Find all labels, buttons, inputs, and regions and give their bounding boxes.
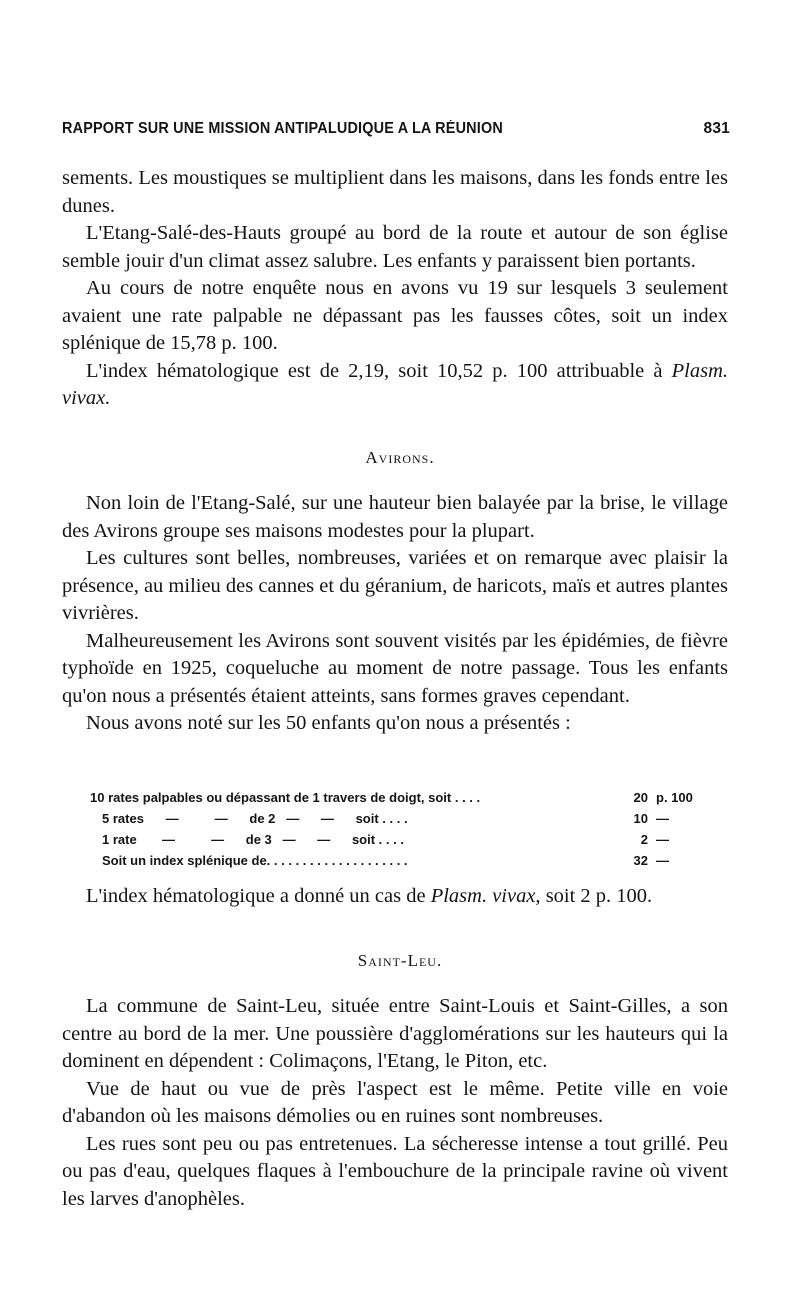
paragraph: Les rues sont peu ou pas entretenues. La sécheresse intense a tout grillé. Peu ou pas d'eau, quelques flaques à l'embouchure de la principale ravine où vivent les larves d'anophèles. [62,1132,728,1210]
row-unit: — [656,811,669,826]
paragraph [62,358,728,413]
paragraph-text: soit 2 p. 100. [545,885,653,907]
page-number: 831 [703,120,730,137]
text-block-saint-leu [62,993,728,1213]
paragraph: sements. Les moustiques se multiplient dans les maisons, dans les fonds entre les dunes. [62,167,728,217]
paragraph: La commune de Saint-Leu, située entre Saint-Louis et Saint-Gilles, a son centre au bord de la mer. Une poussière d'agglomérations sur les hauteurs qui la dominent en dépendent : Colimaçons, l'Etang, le Piton, etc. [62,995,728,1072]
row-description: 10 rates palpables ou dépassant de 1 travers de doigt, soit . . . . [90,790,481,805]
running-header [62,120,730,138]
table-row [90,787,710,808]
table-row [90,850,710,871]
text-block-etang-sale [62,165,728,413]
table-row [90,829,710,850]
species-name: Plasm. vivax. [62,359,728,409]
paragraph-text: L'index hématologique a donné un cas de [86,885,426,907]
table-row [90,808,710,829]
row-value: 32 [633,853,648,868]
section-heading-avirons: Avirons. [365,448,435,467]
paragraph [62,883,728,911]
paragraph-text: L'index hématologique est de 2,19, soit 10,52 p. 100 attribuable à [86,359,663,382]
paragraph: Nous avons noté sur les 50 enfants qu'on nous a présentés : [86,712,571,734]
species-name: Plasm. vivax, [430,885,541,907]
row-unit: p. 100 [656,790,693,805]
paragraph: Vue de haut ou vue de près l'aspect est le même. Petite ville en voie d'abandon où les maisons démolies ou en ruines sont nombreuses. [62,1077,728,1127]
paragraph: Non loin de l'Etang-Salé, sur une hauteur bien balayée par la brise, le village des Avirons groupe ses maisons modestes pour la plupart. [62,492,728,542]
row-value: 20 [633,790,648,805]
text-block-hematologic-index [62,883,728,911]
row-description: 1 rate — — de 3 — — soit . . . . [102,832,404,847]
paragraph: Au cours de notre enquête nous en avons vu 19 sur lesquels 3 seulement avaient une rate palpable ne dépassant pas les fausses côtes, soit un index splénique de 15,78 p. 100. [62,277,728,354]
row-description: Soit un index splénique de. . . . . . . . . . . . . . . . . . . . [102,853,408,868]
row-description: 5 rates — — de 2 — — soit . . . . [102,811,408,826]
section-heading-saint-leu: Saint-Leu. [357,951,443,970]
spleen-index-table [90,787,710,871]
row-value: 2 [640,832,648,847]
text-block-avirons [62,490,728,738]
paragraph: Les cultures sont belles, nombreuses, variées et on remarque avec plaisir la présence, au milieu des cannes et du géranium, de haricots, maïs et autres plantes vivrières. [62,547,729,624]
paragraph: Malheureusement les Avirons sont souvent visités par les épidémies, de fièvre typhoïde en 1925, coqueluche au moment de notre passage. Tous les enfants qu'on nous a présentés étaient atteints, sans formes graves cependant. [62,629,728,707]
row-unit: — [656,853,669,868]
row-unit: — [656,832,669,847]
paragraph: L'Etang-Salé-des-Hauts groupé au bord de la route et autour de son église semble jouir d'un climat assez salubre. Les enfants y paraissent bien portants. [62,222,728,272]
header-title: RAPPORT SUR UNE MISSION ANTIPALUDIQUE A LA RÉUNION [62,120,503,137]
row-value: 10 [633,811,648,826]
